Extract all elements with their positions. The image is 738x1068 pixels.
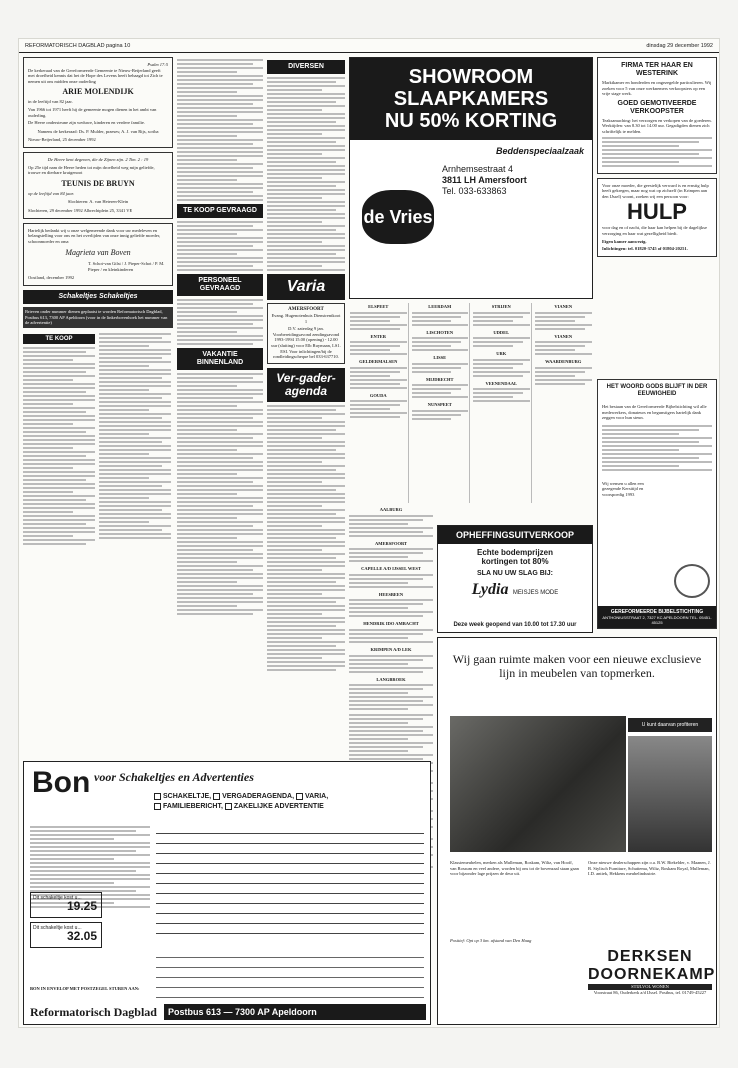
place-name: WAARDENBURG	[545, 359, 582, 365]
place-name: KRIMPEN A/D LEK	[370, 646, 412, 652]
checkbox-varia[interactable]	[296, 793, 328, 800]
ad-address: Voorstraat 86, Ouderkerk a/d IJssel. Postbus, tel. 01749-45227	[593, 989, 707, 995]
ad-badge: U kunt daarvan profiteren	[628, 718, 712, 732]
place-name: AALBURG	[379, 507, 403, 512]
notice-place: Oostland, december 1992	[28, 275, 75, 281]
grid-column	[411, 303, 471, 503]
notice-ref: Psalm 17:5	[147, 62, 168, 67]
showroom-line: SHOWROOM	[408, 66, 534, 88]
place-name: LISCHOTEN	[426, 329, 454, 335]
notice-name: TEUNIS DE BRUYN	[61, 178, 135, 188]
checkbox-label: SCHAKELTJE,	[163, 793, 212, 800]
list-item	[349, 541, 433, 563]
notice-name: ARIE MOLENDIJK	[62, 87, 134, 97]
list-item	[473, 381, 530, 403]
notice-line: Van 1966 tot 1971 heeft hij de gemeente mogen dienen in het ambt van ouderling.	[28, 106, 157, 118]
price-tag-1	[30, 892, 102, 918]
list-item	[535, 304, 593, 330]
ad-headline: Wij gaan ruimte maken voor een nieuwe exclusieve lijn in meubelen van topmerken.	[452, 652, 702, 680]
ad-footline: Positief: Opt op 3 km. afstand van Den Haag	[450, 938, 532, 943]
list-item	[350, 359, 407, 389]
notice-body: D.V. zaterdag 9 jan. Voorbereidingsavond zendingsavond 1993-1994 15.00 (opening) - 12.00 uur (sluiting) voor Elb Ruymaan, LS1. ESI. Voor inlichtingen/bij de rondleidingscheque bel 033-637710.	[271, 326, 341, 360]
notice-name: Magrieta van Boven	[65, 248, 131, 258]
checkbox-zakelijke[interactable]	[225, 803, 324, 810]
checkbox-label: VERGADERAGENDA,	[222, 793, 295, 800]
place-name: ELSPEET	[368, 304, 389, 309]
ad-foot: Deze week geopend van 10.00 tot 17.30 uur	[453, 622, 577, 628]
classified-text	[267, 77, 345, 271]
place-name: CAPELLE A/D IJSSEL WEST	[361, 566, 421, 572]
notice-place: Slochteren, 29 december 1992 Albrechtplein 25, 3341 VE	[28, 207, 133, 213]
place-name: STRIJEN	[491, 304, 511, 309]
notice-age: op de leeftijd van 84 jaar.	[28, 190, 74, 196]
place-name: URK	[496, 351, 507, 357]
bon-address-fields[interactable]	[156, 948, 424, 998]
ad-body: Eigen kamer aanwezig.	[602, 238, 647, 244]
te-koop-gevraagd-header: TE KOOP GEVRAAGD	[177, 204, 263, 218]
list-item	[473, 304, 530, 326]
ebs-logo-icon	[674, 564, 710, 598]
notice-sub: Evang. Hugenotenhuis Dienstrentkoot 1	[271, 313, 341, 324]
ad-body: Onze nieuwe dealerschappen zijn o.a. B.W. Biekelder, v. Maanen, J. B. Stylisch Furniture, Schuttema, Wiltz, Roskam Royal, Mulleman, I.D. antiek, Hekkens meubelindustrie.	[588, 860, 711, 877]
notice-age: in de leeftijd van 82 jaar.	[28, 99, 73, 105]
family-notice-thanks	[23, 223, 173, 287]
list-item	[473, 351, 530, 377]
classified-text	[267, 405, 345, 671]
showroom-street: Arnhemsestraat 4	[442, 164, 514, 174]
checkbox-schakeltje[interactable]	[154, 793, 211, 800]
varia-banner: Varia	[267, 274, 345, 300]
kerkdiensten-grid	[349, 303, 593, 503]
grid-column	[472, 303, 532, 503]
place-name: UDDEL	[493, 329, 510, 335]
place-name: HEESBEEN	[378, 591, 404, 597]
schakeltjes-banner: Schakeltjes Schakeltjes	[23, 290, 173, 304]
place-name: LANGBROEK	[376, 676, 406, 682]
firma-ad	[597, 57, 717, 174]
showroom-phone: Tel. 033-633863	[442, 186, 507, 196]
schakeltjes-sub: Brieven onder nummer dienen geplaatst te worden Reformatorisch Dagblad, Postbus 613, 7300 AP Apeldoorn (voor in de linkerbovenhoek het nummer van de advertentie)	[23, 307, 173, 328]
ad-body: Voor onze moeder, die geestelijk verward is en ernstig hulp heeft gekregen, maar nog wat op zichzelf (in Krimpen aan den IJssel) woont, zoeken wij een persoon voor:	[602, 182, 709, 199]
classified-text	[177, 373, 263, 615]
price-value: 32.05	[66, 929, 97, 943]
ad-body: Wij wensen u allen een gezegende Kersttijd en voorspoedig 1993	[602, 480, 644, 497]
ad-body: voor dag en of nacht, die haar kan helpen bij de dagelijkse verzorging en haar wat gezelligheid biedt.	[602, 225, 707, 236]
list-item	[350, 334, 407, 356]
ad-title: GOED GEMOTIVEERDE VERKOOPSTER	[617, 99, 697, 115]
list-item	[412, 330, 469, 352]
list-item	[412, 355, 469, 373]
checkbox-familiebericht[interactable]	[154, 803, 223, 810]
price-label: Dit schakeltje kost u...	[33, 895, 82, 901]
family-notice-de-bruyn	[23, 152, 173, 219]
bon-subtitle: voor Schakeltjes en Advertenties	[94, 770, 254, 784]
list-item	[412, 377, 469, 399]
header-right: dinsdag 29 december 1992	[646, 42, 713, 49]
diversen-header: DIVERSEN	[267, 60, 345, 74]
showroom-ad	[349, 57, 593, 299]
notice-line: De Heere ondersteune zijn weduwe, kinderen en verdere familie.	[28, 120, 145, 126]
place-name: VIANEN	[554, 333, 573, 339]
doornekamp-logo: DOORNEKAMP	[588, 966, 716, 983]
bon-send-instruction: BON IN ENVELOP MET POSTZEGEL STUREN AAN:	[30, 986, 140, 991]
list-item	[349, 507, 433, 537]
list-item	[349, 677, 433, 711]
ad-line: kortingen tot 80%	[481, 557, 549, 566]
list-item	[473, 330, 530, 348]
bijbelstichting-footer	[598, 606, 716, 628]
place-name: GOUDA	[369, 392, 387, 398]
notice-intro: Hartelijk bedankt wij u onze welgemeende dank voor uw medeleven en belangstelling voor ons en het overlijden van onze innig geliefde moeder, schoonmoeder en oma	[28, 227, 161, 244]
list-item	[349, 566, 433, 588]
price-label: Dit schakeltje kost u...	[33, 925, 82, 931]
bon-title: Bon	[32, 766, 91, 799]
reformatorisch-logo: Reformatorisch Dagblad	[30, 1005, 157, 1019]
price-tag-2	[30, 922, 102, 948]
newspaper-page	[18, 38, 720, 1028]
notice-intro: Op 25e tijd nam de Heere heden tot mijn droefheid weg mijn geliefde, trouwe en dierbare kruigenoot	[28, 164, 155, 176]
list-item	[412, 402, 469, 420]
classified-text	[99, 333, 171, 539]
list-item	[349, 621, 433, 643]
showroom-line: SLAAPKAMERS	[393, 88, 549, 110]
ad-body: Teaksamaching: het verzorgen en verkopen van de goederen. Werktijden: van 8.30 tot 14.00 uur. Gegadigden dienen zich schriftelijk te melden.	[602, 117, 712, 134]
place-name: AMERSFOORT	[374, 540, 408, 546]
price-value: 19.25	[66, 899, 97, 913]
derksen-ad	[437, 637, 717, 1025]
place-name: LEERDAM	[428, 304, 452, 309]
furniture-photo	[450, 716, 626, 852]
list-item	[350, 393, 407, 419]
list-item	[349, 647, 433, 673]
bon-checkboxes	[154, 792, 424, 812]
vergaderagenda-banner: Ver-gader-agenda	[267, 368, 345, 402]
notice-intro: De kerkeraad van de Gereformeerde Gemeente te Nieuw-Beijerland geeft met droefheid kennis dat het de Hope des Levens heeft behaagd tot Zich te nemen uit ons midden onze ouderling	[28, 67, 163, 84]
list-item	[412, 304, 469, 326]
vakantie-binnenland-header: VAKANTIE BINNENLAND	[177, 348, 263, 370]
place-name: VEENENDAAL	[485, 380, 517, 386]
page-header	[19, 39, 719, 53]
family-notice-molendijk	[23, 57, 173, 148]
checkbox-label: ZAKELIJKE ADVERTENTIE	[233, 803, 324, 810]
te-koop-header: TE KOOP	[23, 334, 95, 344]
notice-signed: Slochteren: A. van Heteren-Klein	[67, 199, 129, 205]
notice-family: T. Schot-van Gilst / J. Pieper-Schot / P. M. Pieper / en kleinkinderen	[88, 261, 165, 272]
place-name: GELDERMALSEN	[359, 359, 398, 365]
grid-column	[534, 303, 594, 503]
hulp-ad	[597, 178, 717, 257]
ad-title: FIRMA TER HAAR EN WESTERINK	[621, 62, 693, 77]
notice-signed: Namens de kerkeraad: Ds. P. Mulder, praeses; A. J. van Rijs, scriba	[37, 128, 159, 134]
bedden-brand: Beddenspeciaalzaak	[495, 146, 584, 156]
checkbox-label: FAMILIEBERICHT,	[163, 803, 223, 810]
showroom-city: 3811 LH Amersfoort	[442, 175, 527, 185]
place-name: LISSE	[433, 355, 447, 361]
place-name: HENDRIK IDO AMBACHT	[363, 621, 419, 627]
classified-text	[177, 299, 263, 345]
classified-text	[177, 221, 263, 271]
notice-place: Nieuw-Beijerland, 25 december 1992	[28, 137, 96, 143]
list-item	[535, 334, 593, 356]
ad-line: Echte bodemprijzen	[476, 548, 553, 557]
showroom-line: NU 50% KORTING	[384, 110, 558, 132]
checkbox-label: VARIA,	[304, 793, 329, 800]
personeel-gevraagd-header: PERSONEEL GEVRAAGD	[177, 274, 263, 296]
furniture-photo-2	[628, 736, 712, 852]
checkbox-vergaderagenda[interactable]	[213, 793, 294, 800]
place-name: VIANEN	[554, 304, 573, 309]
lydia-logo: Lydia	[471, 581, 509, 598]
notice-place: AMERSFOORT	[288, 307, 324, 312]
list-item	[535, 359, 593, 385]
grid-column	[349, 303, 409, 503]
ad-body: Het bestaan van de Gereformeerde Bijbelstichting wil alle medewerkers, donateurs en begunstigers hartelijk dank zeggen voor hun steun.	[602, 404, 707, 421]
ad-contact: Inlichtingen: tel. 01820-3745 of 01804-20251.	[602, 246, 688, 252]
right-column	[597, 57, 717, 261]
lydia-logo-sub: MEISJES MODE	[512, 590, 559, 596]
footer-title: GEREFORMEERDE BIJBELSTICHTING	[610, 609, 704, 615]
list-item	[350, 304, 407, 330]
de-vries-logo: de Vries	[362, 190, 434, 244]
bijbelstichting-ad	[597, 379, 717, 629]
bon-writing-lines[interactable]	[156, 824, 424, 942]
opheffing-ad	[437, 525, 593, 633]
place-name: NUNSPEET	[427, 402, 452, 408]
derksen-logo: DERKSEN	[607, 948, 693, 965]
classified-text	[177, 59, 263, 201]
place-name: ENTER	[370, 333, 386, 339]
postbus-address: Postbus 613 — 7300 AP Apeldoorn	[164, 1004, 426, 1020]
place-name: MIJDRECHT	[425, 376, 454, 382]
list-item	[349, 592, 433, 618]
amersfoort-notice	[267, 303, 345, 364]
ad-body: Klassiemeubelen, merken als Mulleman, Roskam, Wiltz, van Hooff, van Rossum en veel andere, worden bij ons tot de bovenzaal staan gaan voor bijzonder lage prijzen de deur uit.	[450, 860, 579, 877]
footer-address: ANTHONIUSSTRAAT 2, 7327 KC APELDOORN TEL. 05451-45125	[602, 615, 712, 625]
notice-verse: De Heere kent degenen, die de Zijnen zijn. 2 Tim. 2 : 19	[47, 156, 149, 162]
ad-title: HET WOORD GODS BLIJFT IN DER EEUWIGHEID	[606, 384, 708, 397]
bon-form	[23, 761, 431, 1025]
hulp-headline: HULP	[627, 199, 687, 225]
ad-line: SLA NU UW SLAG BIJ:	[477, 570, 553, 577]
showroom-headline	[350, 58, 592, 140]
logo-sub: STIJLVOL WONEN	[588, 984, 712, 990]
ad-title: OPHEFFINGSUITVERKOOP	[438, 526, 592, 544]
ad-body: Marktkamer en honderden en ongezegelde particulieren. Wij zoeken voor 5 van onze werknemers verkoopsters op een vrije stage werk.	[602, 80, 712, 97]
header-left: REFORMATORISCH DAGBLAD pagina 10	[25, 42, 131, 49]
classified-text	[23, 347, 95, 545]
